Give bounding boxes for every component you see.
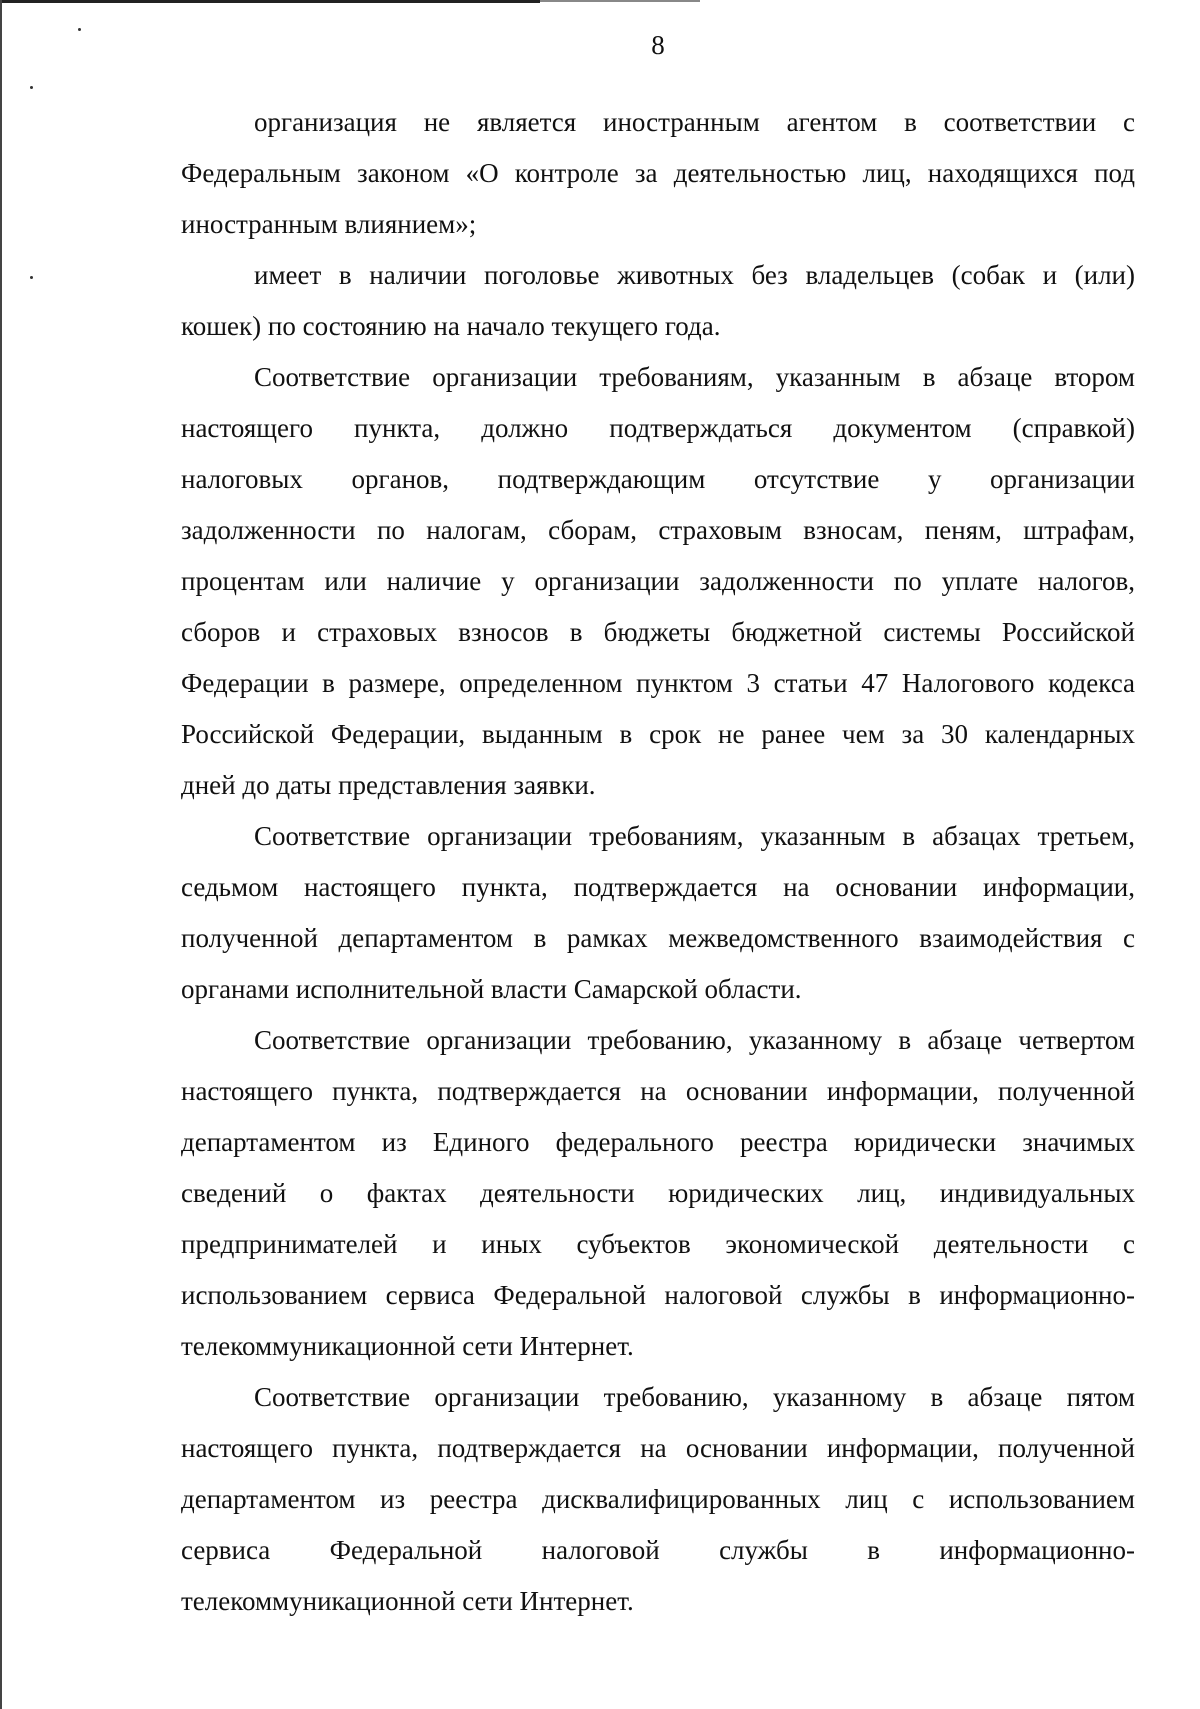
scan-artifact-dot: [30, 276, 33, 279]
text-line: департаментом из Единого федерального реестра юридически значимых: [181, 1127, 1135, 1157]
text-line: процентам или наличие у организации задолженности по уплате налогов,: [181, 566, 1135, 596]
text-line: Российской Федерации, выданным в срок не ранее чем за 30 календарных: [181, 719, 1135, 749]
text-line: задолженности по налогам, сборам, страховым взносам, пеням, штрафам,: [181, 515, 1135, 545]
scan-artifact-dot: [78, 28, 81, 31]
scan-artifact-dot: [30, 86, 33, 89]
text-line: Федеральным законом «О контроле за деятельностью лиц, находящихся под: [181, 158, 1135, 188]
paragraph: [181, 1015, 1135, 1372]
text-line: предпринимателей и иных субъектов экономической деятельности с: [181, 1229, 1135, 1259]
text-line: сведений о фактах деятельности юридических лиц, индивидуальных: [181, 1178, 1135, 1208]
text-line: Соответствие организации требованиям, указанным в абзацах третьем,: [254, 821, 1135, 851]
text-line: Соответствие организации требованиям, указанным в абзаце втором: [254, 362, 1135, 392]
text-line: телекоммуникационной сети Интернет.: [181, 1586, 634, 1616]
scan-artifact-top-line: [0, 0, 540, 3]
text-line: департаментом из реестра дисквалифицированных лиц с использованием: [181, 1484, 1135, 1514]
text-line: кошек) по состоянию на начало текущего года.: [181, 311, 721, 341]
text-line: Федерации в размере, определенном пунктом 3 статьи 47 Налогового кодекса: [181, 668, 1135, 698]
paragraph: [181, 1372, 1135, 1627]
scan-artifact-left-edge: [0, 0, 2, 1709]
paragraph: [181, 352, 1135, 811]
paragraph: [181, 811, 1135, 1015]
text-line: настоящего пункта, должно подтверждаться документом (справкой): [181, 413, 1135, 443]
paragraph: [181, 250, 1135, 352]
paragraph: [181, 97, 1135, 250]
text-line: дней до даты представления заявки.: [181, 770, 596, 800]
text-line: имеет в наличии поголовье животных без владельцев (собак и (или): [254, 260, 1135, 290]
text-line: иностранным влиянием»;: [181, 209, 477, 239]
text-line: сервиса Федеральной налоговой службы в информационно-: [181, 1535, 1135, 1565]
text-line: использованием сервиса Федеральной налоговой службы в информационно-: [181, 1280, 1135, 1310]
text-line: телекоммуникационной сети Интернет.: [181, 1331, 634, 1361]
text-line: Соответствие организации требованию, указанному в абзаце пятом: [254, 1382, 1135, 1412]
text-line: сборов и страховых взносов в бюджеты бюджетной системы Российской: [181, 617, 1135, 647]
text-line: налоговых органов, подтверждающим отсутствие у организации: [181, 464, 1135, 494]
scan-artifact-top-line: [540, 0, 700, 2]
text-line: организация не является иностранным агентом в соответствии с: [254, 107, 1135, 137]
text-line: органами исполнительной власти Самарской области.: [181, 974, 802, 1004]
page-number: 8: [651, 30, 665, 60]
document-body: [181, 97, 1135, 1627]
text-line: настоящего пункта, подтверждается на основании информации, полученной: [181, 1433, 1135, 1463]
text-line: полученной департаментом в рамках межведомственного взаимодействия с: [181, 923, 1135, 953]
text-line: седьмом настоящего пункта, подтверждается на основании информации,: [181, 872, 1135, 902]
text-line: Соответствие организации требованию, указанному в абзаце четвертом: [254, 1025, 1135, 1055]
text-line: настоящего пункта, подтверждается на основании информации, полученной: [181, 1076, 1135, 1106]
